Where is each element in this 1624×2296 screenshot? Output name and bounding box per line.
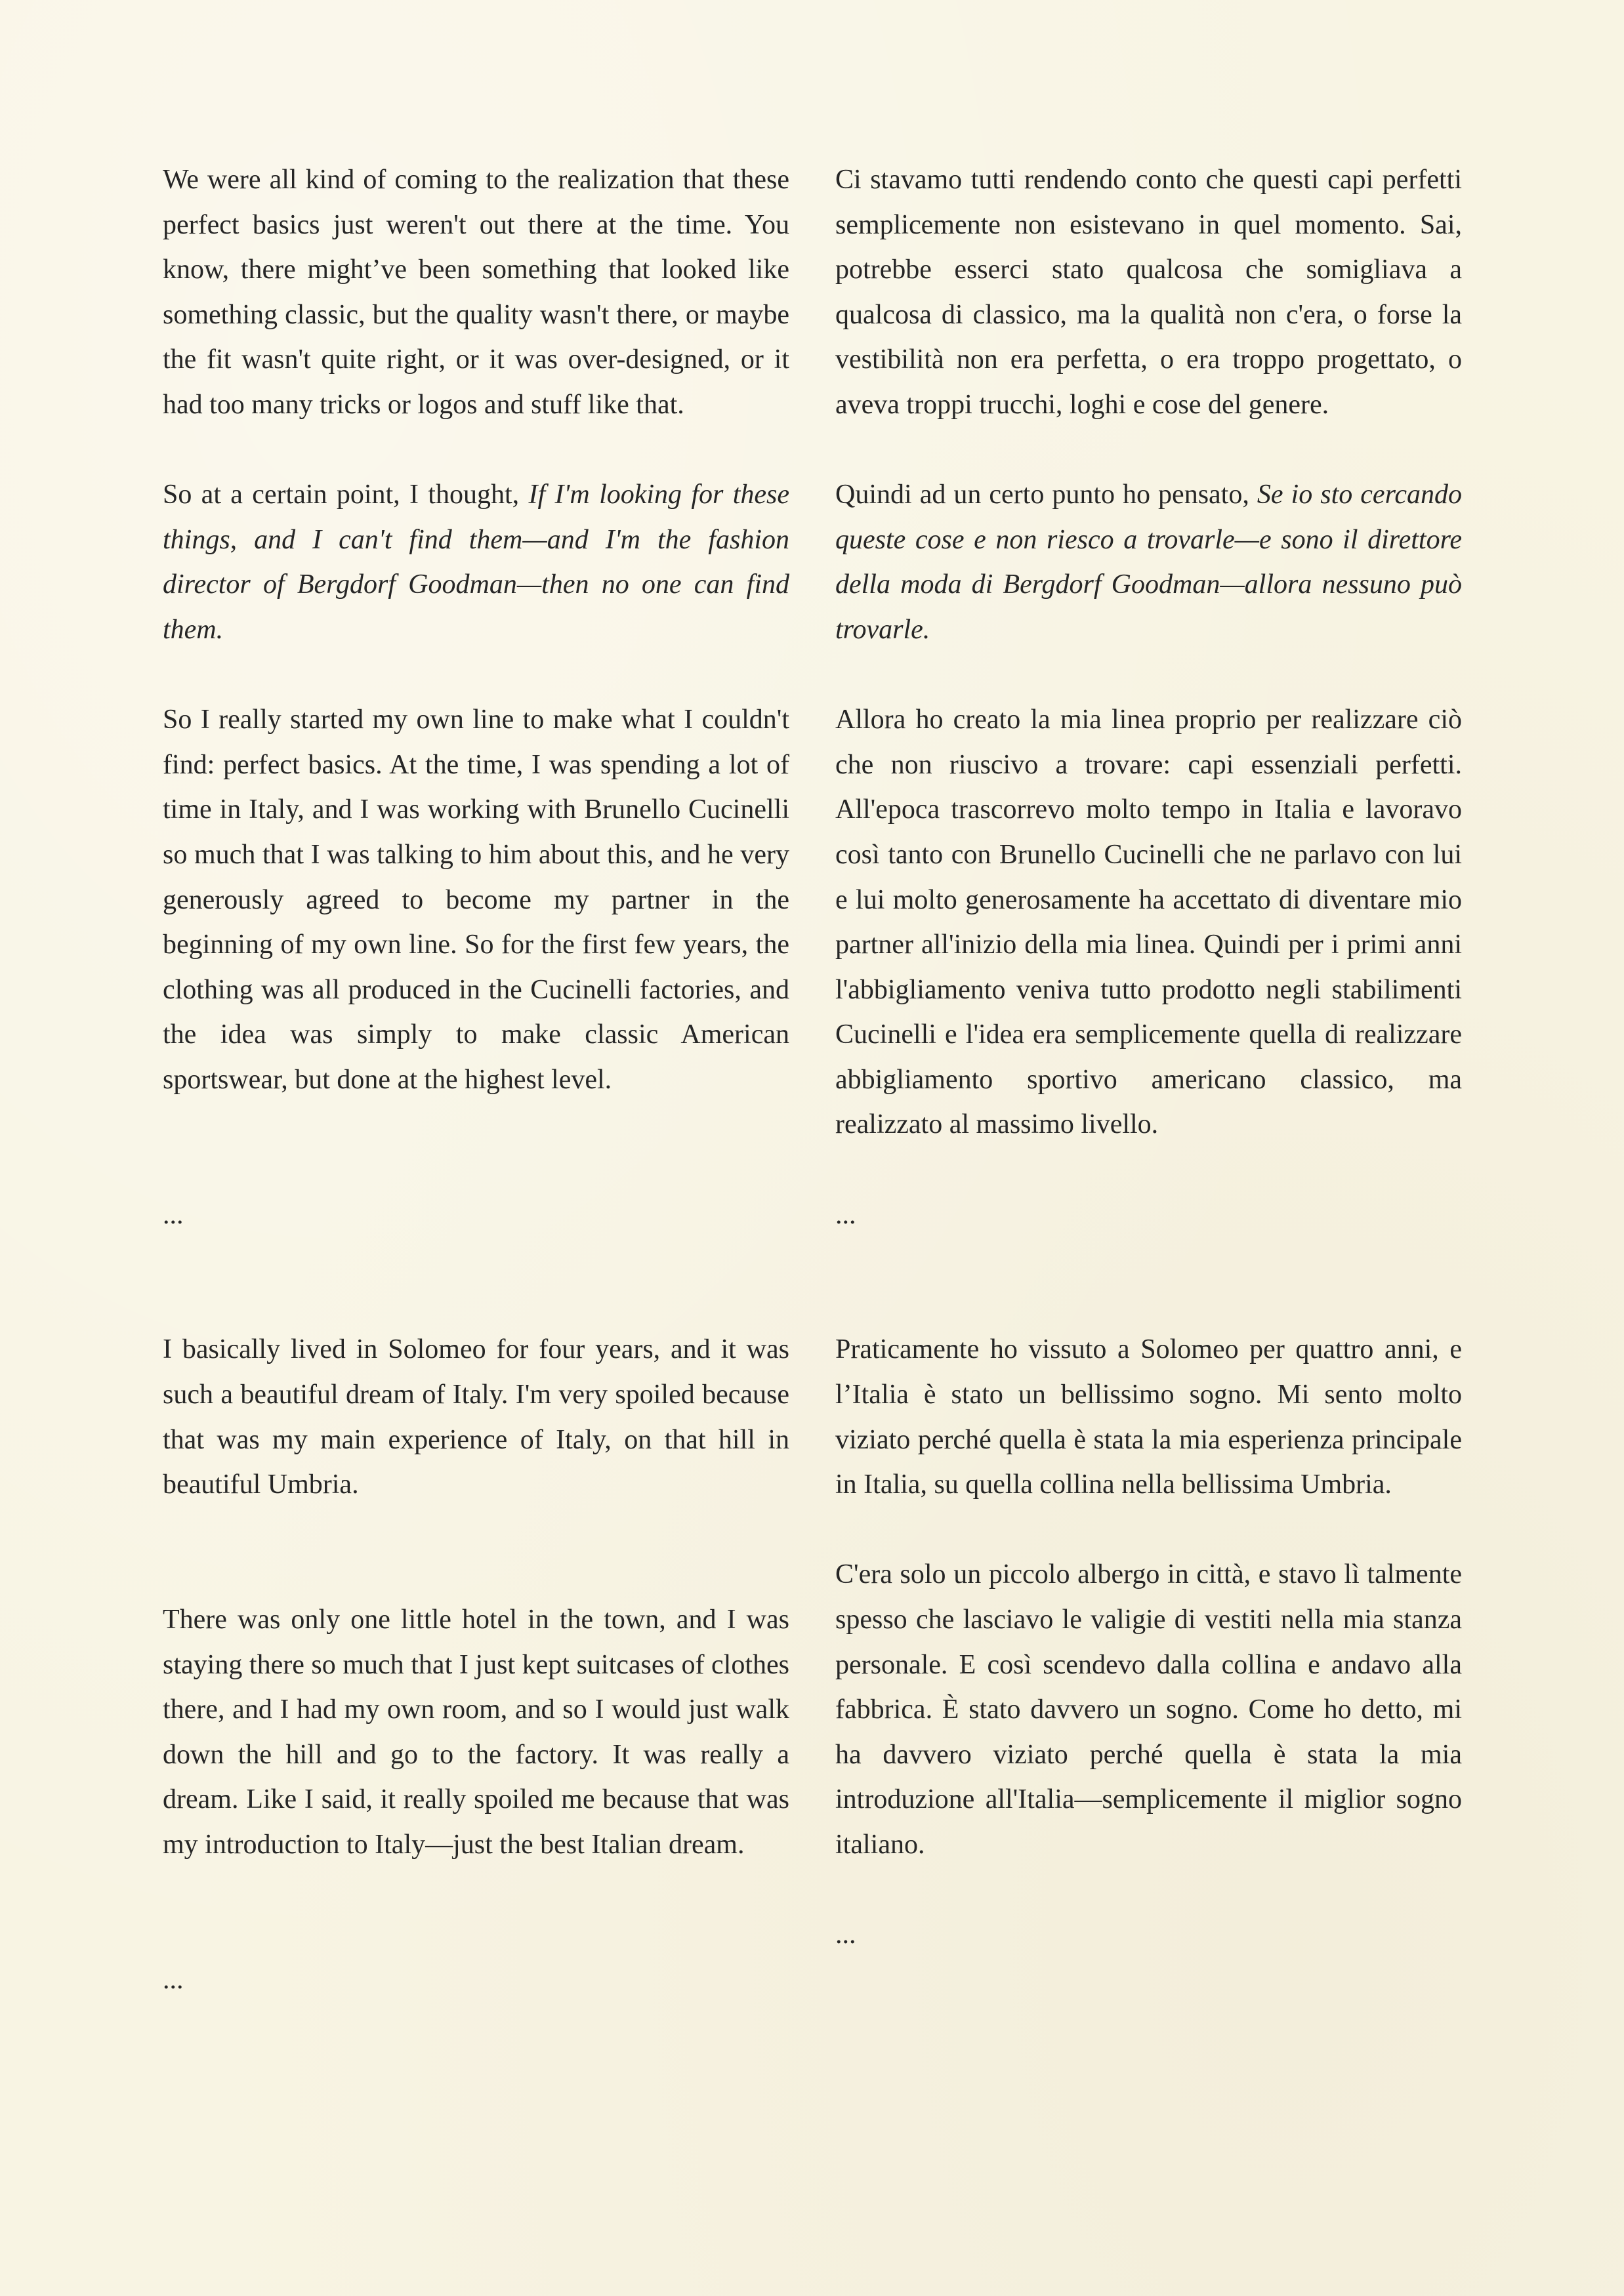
italian-paragraph-3: Allora ho creato la mia linea proprio per realizzare ciò che non riuscivo a trovare: capi essenziali perfetti. All'epoca trascorrevo molto tempo in Italia e lavoravo così tanto con Brunello Cucinelli che ne parlavo con lui e lui molto generosamente ha accettato di diventare mio partner all'inizio della mia linea. Quindi per i primi anni l'abbigliamento veniva tutto prodotto negli stabilimenti Cucinelli e l'idea era semplicemente quella di realizzare abbigliamento sportivo americano classico, ma realizzato al massimo livello. bbox=[835, 705, 1462, 1140]
english-paragraph-3: So I really started my own line to make what I couldn't find: perfect basics. At the time, I was spending a lot of time in Italy, and I was working with Brunello Cucinelli so much that I was talking to him about this, and he very generously agreed to become my partner in the beginning of my own line. So for the first few years, the clothing was all produced in the Cucinelli factories, and the idea was simply to make classic American sportswear, but done at the highest level. bbox=[163, 705, 789, 1095]
english-paragraph-5: There was only one little hotel in the town, and I was staying there so much that I just kept suitcases of clothes there, and I had my own room, and so I would just walk down the hill and go to the factory. It was really a dream. Like I said, it really spoiled me because that was my introduction to Italy—just the best Italian dream. bbox=[163, 1605, 789, 1860]
english-ellipsis-2: ... bbox=[163, 1964, 184, 1995]
english-paragraph-2-quote: If I'm looking for these things, and I can't find them—and I'm the fashion director of Bergdorf Goodman—then no one can find them. bbox=[163, 480, 789, 645]
italian-paragraph-2 bbox=[835, 472, 1462, 652]
english-column bbox=[163, 157, 789, 2002]
english-paragraph-4: I basically lived in Solomeo for four years, and it was such a beautiful dream of Italy. I'm very spoiled because that was my main experience of Italy, on that hill in beautiful Umbria. bbox=[163, 1334, 789, 1500]
english-ellipsis-1: ... bbox=[163, 1199, 184, 1230]
italian-column bbox=[835, 157, 1462, 1958]
italian-ellipsis-2: ... bbox=[835, 1919, 856, 1950]
english-paragraph-1: We were all kind of coming to the realization that these perfect basics just weren't out there at the time. You know, there might’ve been something that looked like something classic, but the quality wasn't there, or maybe the fit wasn't quite right, or it was over-designed, or it had too many tricks or logos and stuff like that. bbox=[163, 165, 789, 420]
italian-paragraph-2-quote: Se io sto cercando queste cose e non riesco a trovarle—e sono il direttore della moda di Bergdorf Goodman—allora nessuno può trovarle. bbox=[835, 480, 1462, 645]
italian-paragraph-4: Praticamente ho vissuto a Solomeo per quattro anni, e l’Italia è stato un bellissimo sogno. Mi sento molto viziato perché quella è stata la mia esperienza principale in Italia, su quella collina nella bellissima Umbria. bbox=[835, 1334, 1462, 1500]
italian-paragraph-5: C'era solo un piccolo albergo in città, e stavo lì talmente spesso che lasciavo le valigie di vestiti nella mia stanza personale. E così scendevo dalla collina e andavo alla fabbrica. È stato davvero un sogno. Come ho detto, mi ha davvero viziato perché quella è stata la mia introduzione all'Italia—semplicemente il miglior sogno italiano. bbox=[835, 1559, 1462, 1860]
english-paragraph-2-intro: So at a certain point, I thought, bbox=[163, 480, 529, 510]
italian-paragraph-1: Ci stavamo tutti rendendo conto che questi capi perfetti semplicemente non esistevano in quel momento. Sai, potrebbe esserci stato qualcosa che somigliava a qualcosa di classico, ma la qualità non c'era, o forse la vestibilità non era perfetta, o era troppo progettato, o aveva troppi trucchi, loghi e cose del genere. bbox=[835, 165, 1462, 420]
italian-ellipsis-1: ... bbox=[835, 1199, 856, 1230]
italian-paragraph-2-intro: Quindi ad un certo punto ho pensato, bbox=[835, 480, 1257, 510]
english-paragraph-2 bbox=[163, 472, 789, 652]
